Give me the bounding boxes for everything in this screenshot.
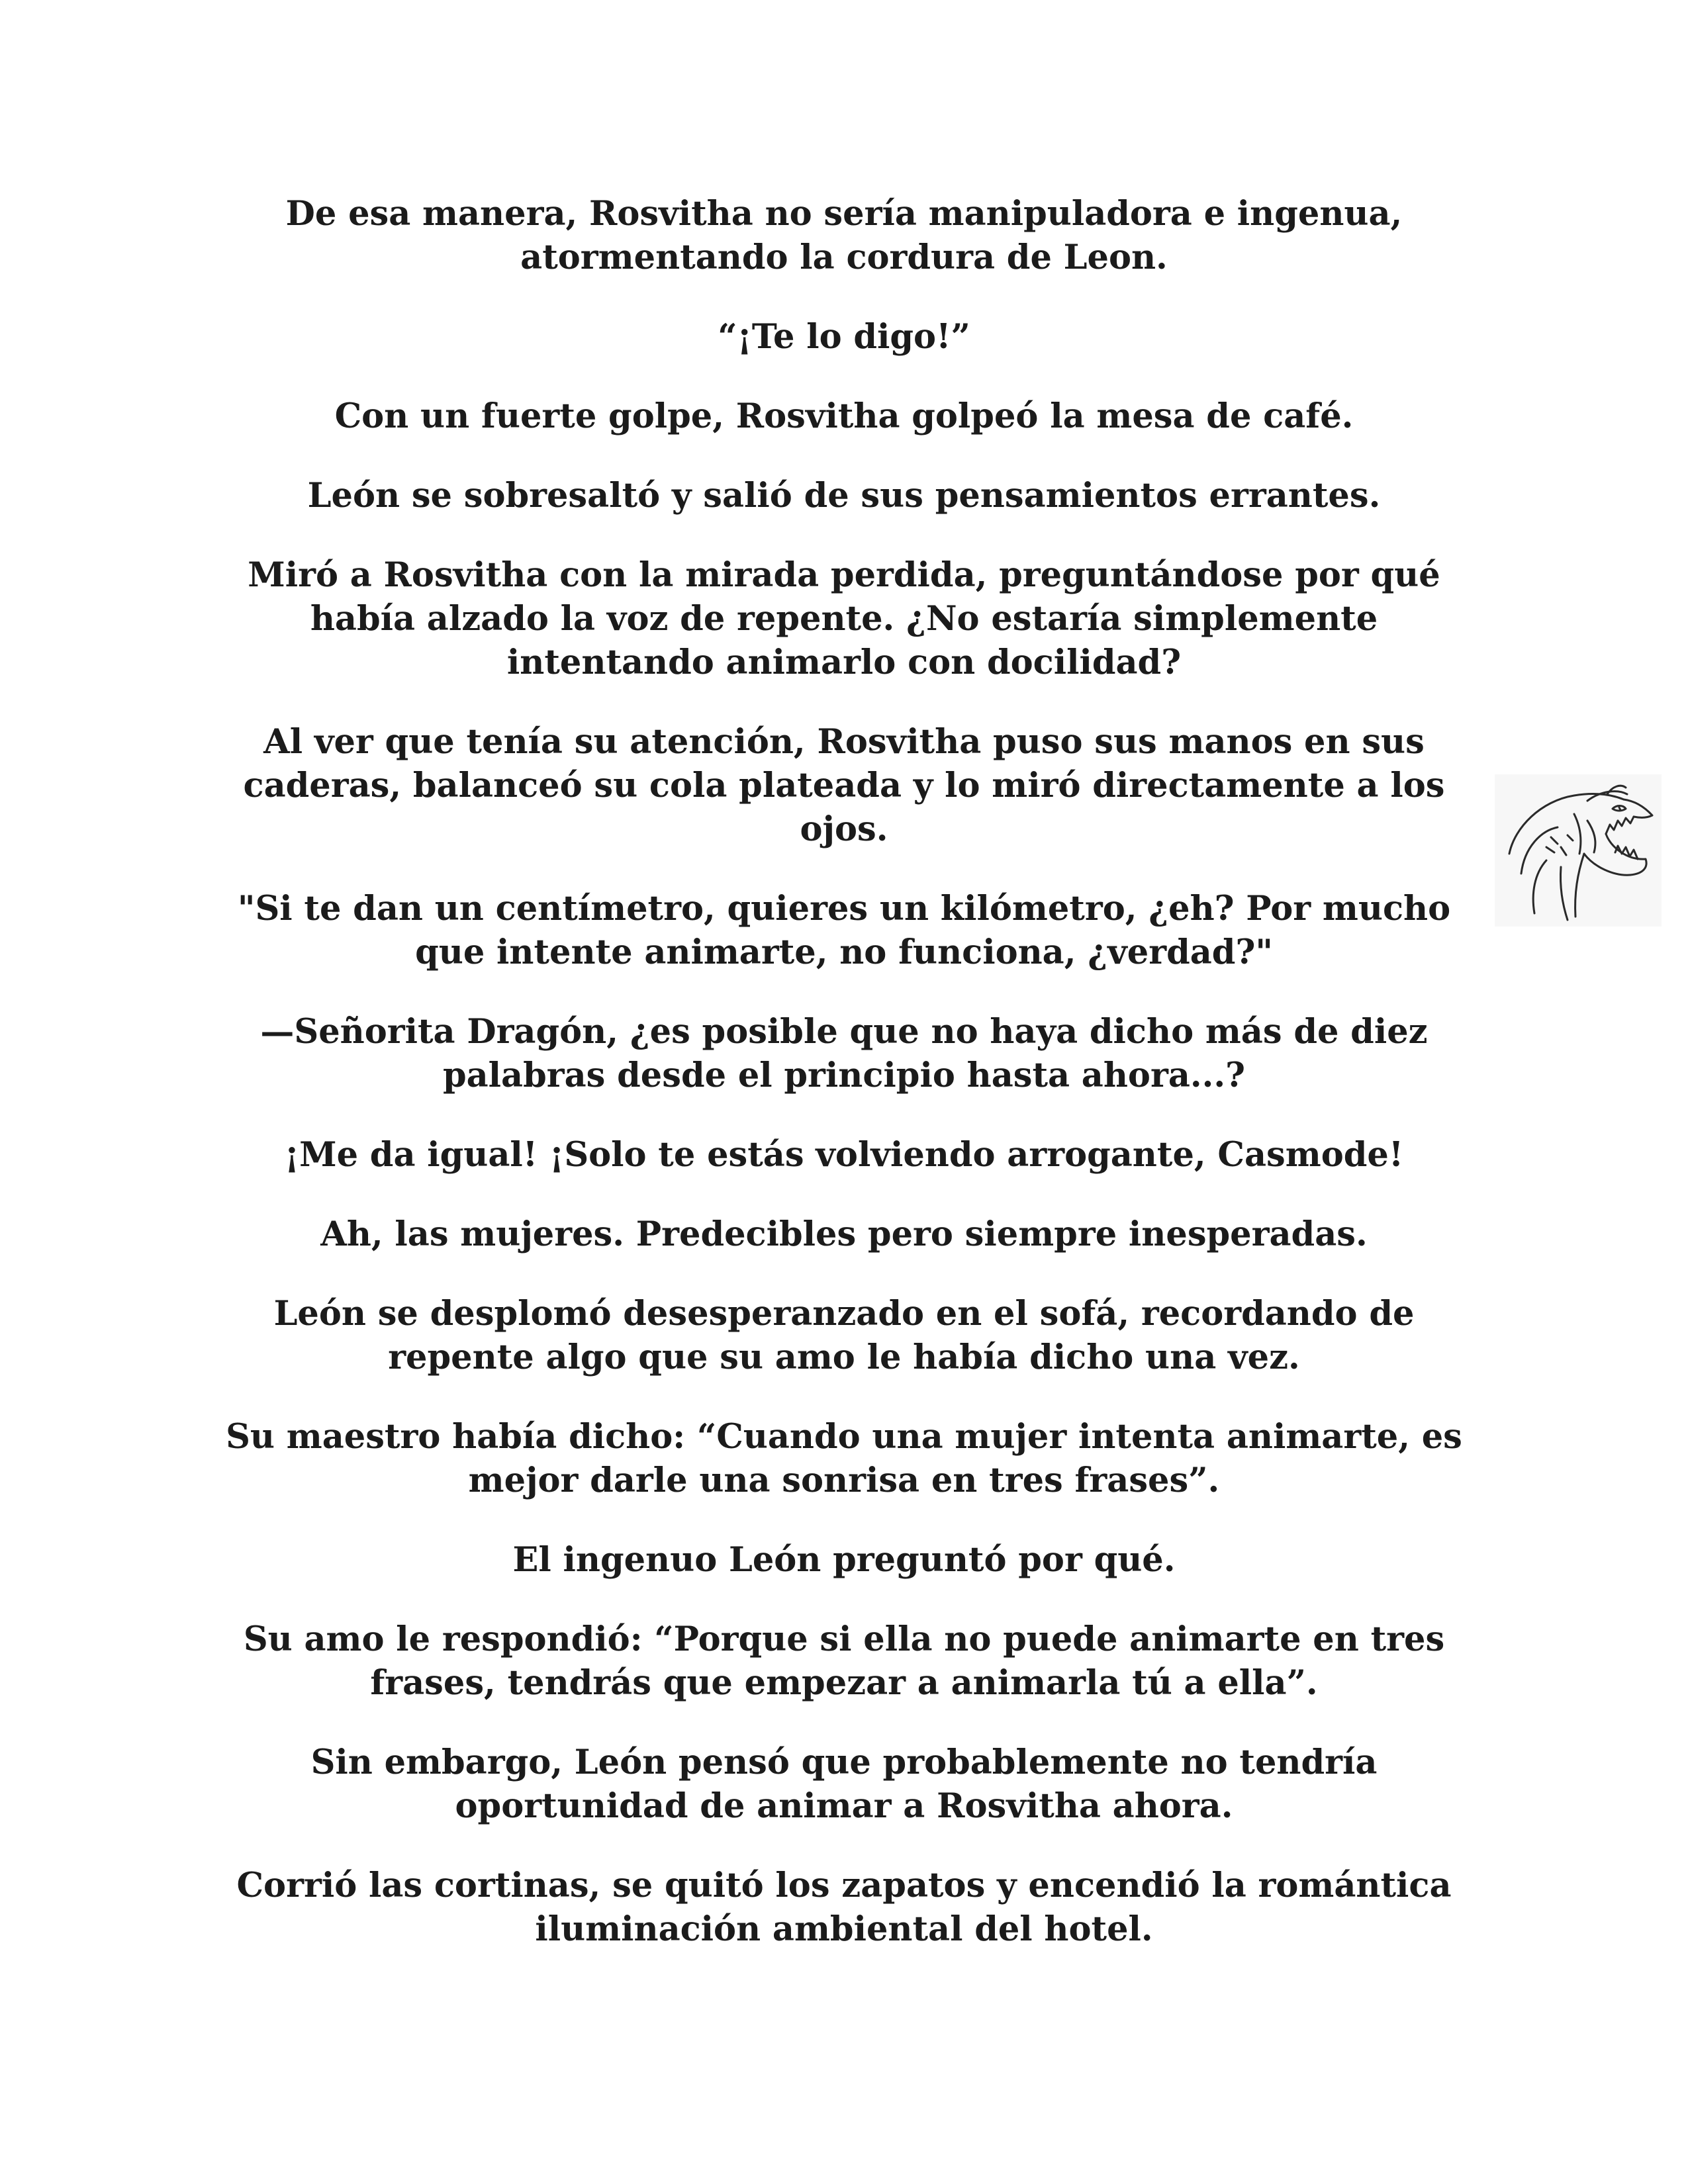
paragraph: —Señorita Dragón, ¿es posible que no haya dicho más de diez palabras desde el principio hasta ahora...? <box>260 1012 1428 1095</box>
paragraph: De esa manera, Rosvitha no sería manipuladora e ingenua, atormentando la cordura de Leon. <box>285 194 1403 277</box>
paragraph: Miró a Rosvitha con la mirada perdida, preguntándose por qué había alzado la voz de repente. ¿No estaría simplemente intentando animarlo con docilidad? <box>248 555 1440 682</box>
dragon-head-sketch-icon <box>1495 774 1662 927</box>
paragraph: Ah, las mujeres. Predecibles pero siempre inesperadas. <box>320 1214 1368 1254</box>
paragraph: "Si te dan un centímetro, quieres un kilómetro, ¿eh? Por mucho que intente animarte, no funciona, ¿verdad?" <box>237 889 1451 972</box>
paragraph: Su maestro había dicho: “Cuando una mujer intenta animarte, es mejor darle una sonrisa en tres frases”. <box>226 1417 1462 1500</box>
paragraph: Corrió las cortinas, se quitó los zapatos y encendió la romántica iluminación ambiental del hotel. <box>236 1866 1452 1949</box>
paragraph: “¡Te lo digo!” <box>718 317 970 357</box>
story-text <box>218 192 1470 1987</box>
paragraph: ¡Me da igual! ¡Solo te estás volviendo arrogante, Casmode! <box>284 1135 1404 1175</box>
paragraph: Al ver que tenía su atención, Rosvitha puso sus manos en sus caderas, balanceó su cola plateada y lo miró directamente a los ojos. <box>243 722 1445 849</box>
paragraph: El ingenuo León preguntó por qué. <box>512 1540 1176 1580</box>
paragraph: Sin embargo, León pensó que probablemente no tendría oportunidad de animar a Rosvitha ahora. <box>310 1743 1378 1826</box>
paragraph: Con un fuerte golpe, Rosvitha golpeó la mesa de café. <box>334 396 1354 436</box>
paragraph: Su amo le respondió: “Porque si ella no puede animarte en tres frases, tendrás que empezar a animarla tú a ella”. <box>243 1619 1445 1703</box>
paragraph: León se sobresaltó y salió de sus pensamientos errantes. <box>307 476 1381 516</box>
paragraph: León se desplomó desesperanzado en el sofá, recordando de repente algo que su amo le había dicho una vez. <box>273 1294 1415 1377</box>
